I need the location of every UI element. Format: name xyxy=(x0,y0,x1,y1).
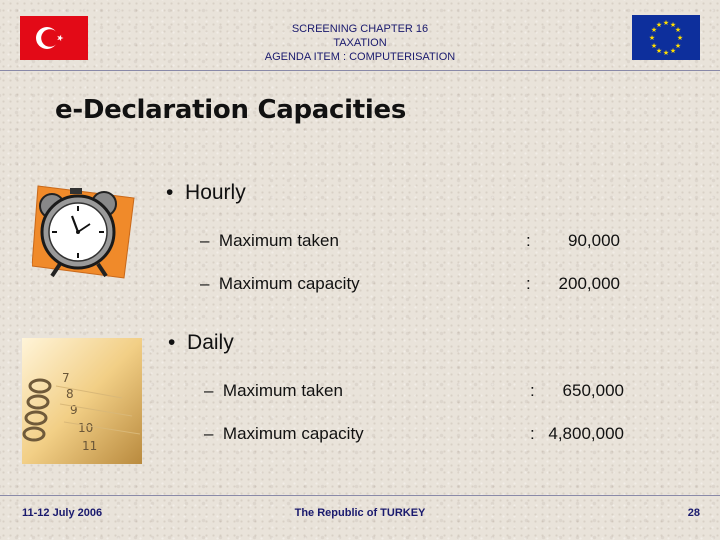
daily-row-1-value: 650,000 xyxy=(562,381,624,400)
dash-icon: – xyxy=(200,274,210,293)
alarm-clock-icon xyxy=(32,178,136,287)
list-item xyxy=(204,381,343,401)
svg-text:★: ★ xyxy=(669,47,677,55)
daily-row-2-label: Maximum capacity xyxy=(222,424,364,443)
svg-text:★: ★ xyxy=(669,21,677,29)
svg-text:8: 8 xyxy=(66,387,74,401)
dash-icon: – xyxy=(200,231,210,250)
daily-row-1-colon: : xyxy=(530,381,535,400)
page-title: e-Declaration Capacities xyxy=(55,95,406,125)
list-item xyxy=(204,424,364,444)
svg-text:★: ★ xyxy=(655,21,663,29)
slide-header xyxy=(200,22,520,64)
header-line-2: TAXATION xyxy=(333,37,387,49)
daily-row-2-value: 4,800,000 xyxy=(548,424,624,443)
section-daily xyxy=(168,331,234,355)
bullet-icon: • xyxy=(166,181,174,204)
hourly-row-1-colon: : xyxy=(526,231,531,250)
section-hourly xyxy=(166,181,246,205)
header-line-3: AGENDA ITEM : COMPUTERISATION xyxy=(264,51,456,63)
hourly-row-2-label: Maximum capacity xyxy=(218,274,360,293)
svg-text:★: ★ xyxy=(655,47,663,55)
header-divider xyxy=(0,70,720,71)
hourly-row-2-value: 200,000 xyxy=(558,274,620,293)
footer-date: 11-12 July 2006 xyxy=(22,507,103,519)
calendar-icon xyxy=(22,338,142,469)
dash-icon: – xyxy=(204,381,214,400)
svg-text:★: ★ xyxy=(662,49,670,57)
footer-divider xyxy=(0,495,720,496)
dash-icon: – xyxy=(204,424,214,443)
svg-text:★: ★ xyxy=(662,19,670,27)
svg-text:7: 7 xyxy=(62,371,70,385)
svg-text:★: ★ xyxy=(674,42,682,50)
svg-text:★: ★ xyxy=(650,26,658,34)
turkey-flag-icon xyxy=(20,16,88,60)
daily-row-1-label: Maximum taken xyxy=(222,381,343,400)
svg-text:★: ★ xyxy=(648,34,656,42)
svg-text:★: ★ xyxy=(676,34,684,42)
hourly-row-2-colon: : xyxy=(526,274,531,293)
section-hourly-label: Hourly xyxy=(185,181,246,204)
section-daily-label: Daily xyxy=(187,331,234,354)
bullet-icon: • xyxy=(168,331,176,354)
header-line-1: SCREENING CHAPTER 16 xyxy=(291,23,429,35)
hourly-row-1-value: 90,000 xyxy=(568,231,620,250)
list-item xyxy=(200,274,360,294)
footer-center: The Republic of TURKEY xyxy=(294,507,426,519)
svg-text:★: ★ xyxy=(674,26,682,34)
svg-text:★: ★ xyxy=(650,42,658,50)
svg-text:11: 11 xyxy=(82,439,98,453)
daily-row-2-colon: : xyxy=(530,424,535,443)
list-item xyxy=(200,231,339,251)
eu-flag-icon xyxy=(632,15,700,60)
page-number: 28 xyxy=(687,507,700,519)
svg-text:10: 10 xyxy=(78,421,94,435)
hourly-row-1-label: Maximum taken xyxy=(218,231,339,250)
svg-text:9: 9 xyxy=(70,403,78,417)
